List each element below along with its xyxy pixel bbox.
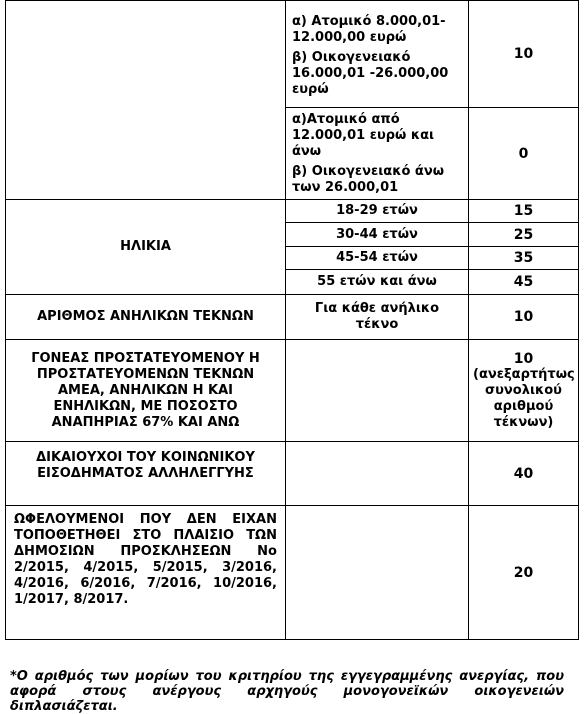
income-family-text: β) Οικογενειακό άνω των 26.000,01 xyxy=(292,164,445,195)
income-score: 0 xyxy=(469,108,579,200)
age-score: 15 xyxy=(469,200,579,223)
income-condition-cell xyxy=(286,108,469,200)
age-label: ΗΛΙΚΙΑ xyxy=(6,200,286,295)
minors-label: ΑΡΙΘΜΟΣ ΑΝΗΛΙΚΩΝ ΤΕΚΝΩΝ xyxy=(6,295,286,340)
minors-condition: Για κάθε ανήλικο τέκνο xyxy=(286,295,469,340)
income-individual-text: α) Ατομικό 8.000,01-12.000,00 ευρώ xyxy=(292,14,446,45)
age-score: 35 xyxy=(469,247,579,270)
minors-row xyxy=(6,295,579,340)
age-range: 30-44 ετών xyxy=(286,223,469,247)
solidarity-label: ΔΙΚΑΙΟΥΧΟΙ ΤΟΥ ΚΟΙΝΩΝΙΚΟΥ ΕΙΣΟΔΗΜΑΤΟΣ ΑΛΛΗΛΕΓΓΥΗΣ xyxy=(6,442,286,506)
age-score: 45 xyxy=(469,270,579,295)
disabled-children-condition-cell xyxy=(286,340,469,442)
solidarity-score: 40 xyxy=(469,442,579,506)
not-placed-row xyxy=(6,506,579,640)
income-score: 10 xyxy=(469,1,579,108)
income-individual-text: α)Ατομικό από 12.000,01 ευρώ και άνω xyxy=(292,112,435,159)
age-range: 18-29 ετών xyxy=(286,200,469,223)
income-condition-cell xyxy=(286,1,469,108)
solidarity-condition-cell xyxy=(286,442,469,506)
not-placed-label: ΩΦΕΛΟΥΜΕΝΟΙ ΠΟΥ ΔΕΝ ΕΙΧΑΝ ΤΟΠΟΘΕΤΗΘΕΙ ΣΤΟ ΠΛΑΙΣΙΟ ΤΩΝ ΔΗΜΟΣΙΩΝ ΠΡΟΣΚΛΗΣΕΩΝ Νο 2/2015, 4/2015, 5/2015, 3/2016, 4/2016, 6/2016, 7/2016, 10/2016, 1/2017, 8/2017. xyxy=(6,506,286,640)
income-family-text: β) Οικογενειακό 16.000,01 -26.000,00 ευρώ xyxy=(292,50,449,97)
footnote: *Ο αριθμός των μορίων του κριτηρίου της εγγεγραμμένης ανεργίας, που αφορά στους ανέργους αρχηγούς μονογονεϊκών οικογενειών διπλασιάζεται. xyxy=(10,669,564,714)
income-row-1 xyxy=(6,1,579,108)
age-range: 45-54 ετών xyxy=(286,247,469,270)
not-placed-score: 20 xyxy=(469,506,579,640)
age-range: 55 ετών και άνω xyxy=(286,270,469,295)
minors-score: 10 xyxy=(469,295,579,340)
not-placed-condition-cell xyxy=(286,506,469,640)
criteria-table xyxy=(5,0,579,640)
age-score: 25 xyxy=(469,223,579,247)
disabled-children-score-note: (ανεξαρτήτως συνολικού αριθμού τέκνων) xyxy=(473,366,575,430)
disabled-children-row xyxy=(6,340,579,442)
solidarity-row xyxy=(6,442,579,506)
income-label-cell xyxy=(6,1,286,200)
disabled-children-score-cell xyxy=(469,340,579,442)
age-row xyxy=(6,200,579,223)
disabled-children-label: ΓΟΝΕΑΣ ΠΡΟΣΤΑΤΕΥΟΜΕΝΟΥ Η ΠΡΟΣΤΑΤΕΥΟΜΕΝΩΝ ΤΕΚΝΩΝ ΑΜΕΑ, ΑΝΗΛΙΚΩΝ Η ΚΑΙ ΕΝΗΛΙΚΩΝ, ΜΕ ΠΟΣΟΣΤΟ ΑΝΑΠΗΡΙΑΣ 67% ΚΑΙ ΑΝΩ xyxy=(6,340,286,442)
disabled-children-score: 10 xyxy=(513,350,534,367)
